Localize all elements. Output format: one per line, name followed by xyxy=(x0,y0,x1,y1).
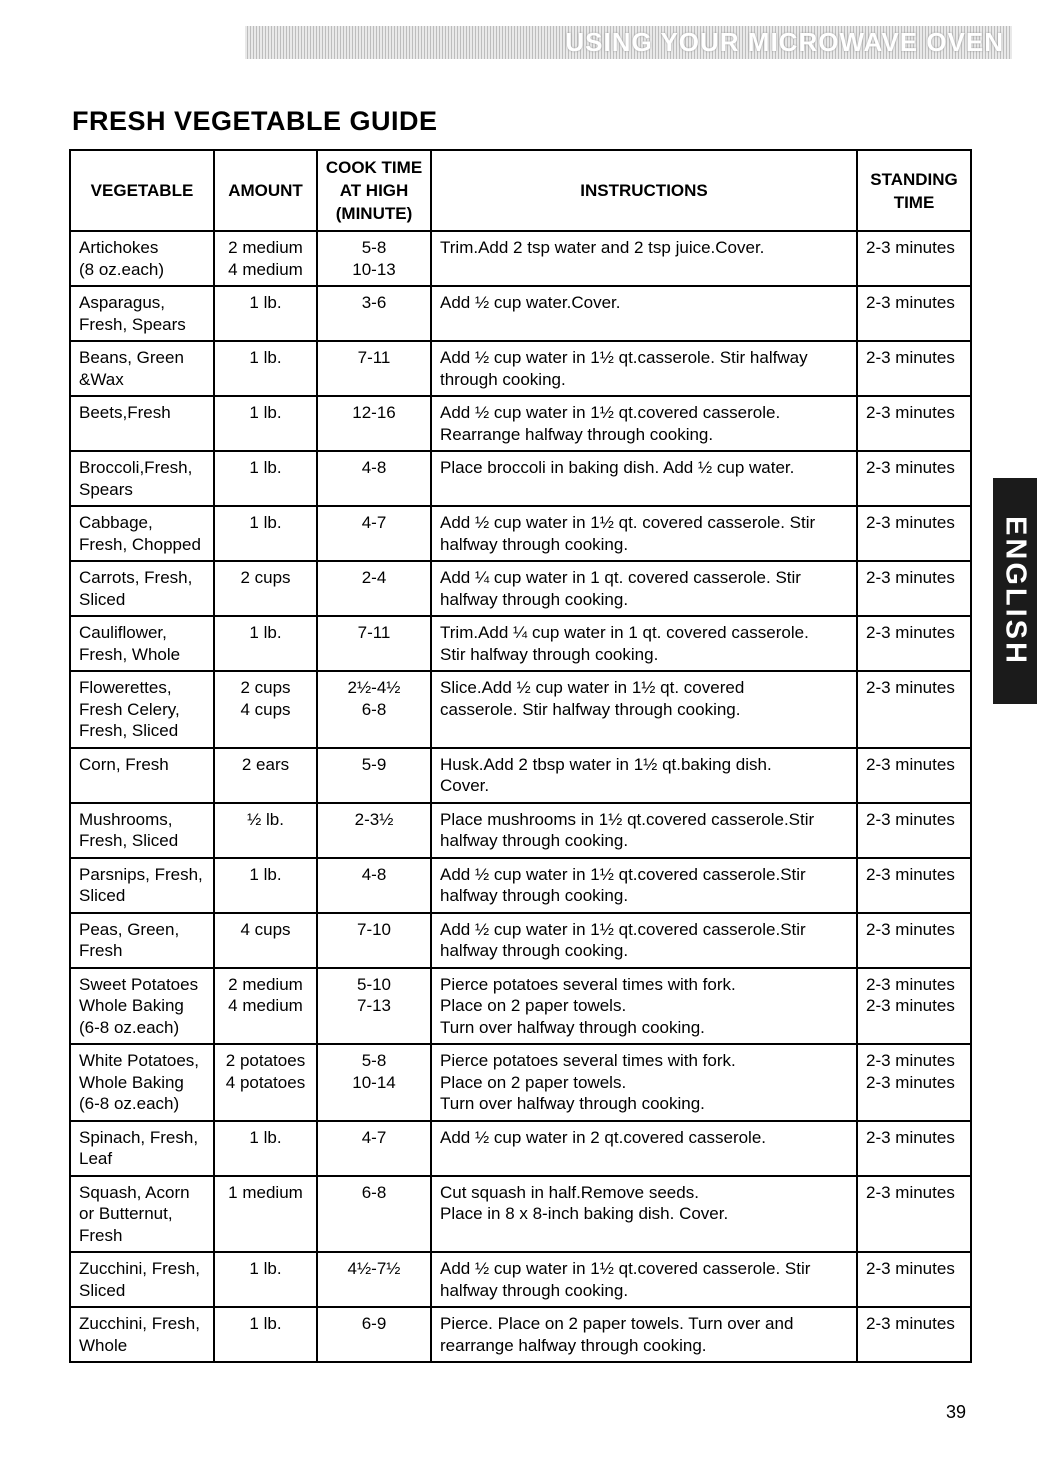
table-row xyxy=(70,451,971,506)
cell-cook-time xyxy=(317,803,431,858)
cell-amount xyxy=(214,671,317,748)
cell-cook-time xyxy=(317,671,431,748)
cell-cook-time-line: 10-13 xyxy=(352,259,396,279)
cell-cook-time-line: 3-6 xyxy=(361,293,387,312)
cell-standing-time-line: 2-3 minutes xyxy=(866,1051,955,1070)
cell-instructions-line: halfway through cooking. xyxy=(440,589,629,609)
cell-standing-time xyxy=(857,396,971,451)
cell-instructions-line: Add ¼ cup water in 1 qt. covered casserole. Stir xyxy=(440,568,801,587)
cell-vegetable-line: Fresh, Sliced xyxy=(79,831,179,850)
cell-instructions-line: halfway through cooking. xyxy=(440,831,629,850)
cell-vegetable-line: Zucchini, Fresh, xyxy=(79,1314,200,1333)
table-row xyxy=(70,858,971,913)
cell-cook-time xyxy=(317,968,431,1045)
cell-instructions xyxy=(431,1176,857,1253)
cell-instructions-line: Add ½ cup water in 1½ qt.covered casserole. xyxy=(440,403,781,422)
cell-vegetable-line: White Potatoes, xyxy=(79,1051,200,1070)
cell-amount xyxy=(214,1121,317,1176)
cell-instructions-line: Pierce potatoes several times with fork. xyxy=(440,974,736,994)
cell-vegetable-line: Zucchini, Fresh, xyxy=(79,1259,200,1278)
cell-amount-line: 4 medium xyxy=(228,996,303,1015)
table-row xyxy=(70,1044,971,1121)
cell-cook-time xyxy=(317,913,431,968)
cell-vegetable-line: Sliced xyxy=(79,589,126,609)
cell-instructions-line: Stir halfway through cooking. xyxy=(440,644,659,664)
cell-cook-time-line: 5-8 xyxy=(361,238,387,257)
section-banner xyxy=(245,26,1012,59)
cell-cook-time-line: 2-3½ xyxy=(354,809,394,829)
cell-cook-time xyxy=(317,616,431,671)
cell-cook-time xyxy=(317,451,431,506)
cell-vegetable xyxy=(70,671,214,748)
table-body xyxy=(70,231,971,1362)
table-row xyxy=(70,913,971,968)
cell-amount-line: 2 potatoes xyxy=(225,1051,306,1070)
cell-amount xyxy=(214,1252,317,1307)
cell-standing-time-line: 2-3 minutes xyxy=(866,623,955,642)
cell-amount-line: 1 lb. xyxy=(249,1127,282,1147)
cell-instructions xyxy=(431,913,857,968)
cell-instructions-line: Trim.Add ¼ cup water in 1 qt. covered casserole. xyxy=(440,623,809,642)
cell-instructions-line: Pierce potatoes several times with fork. xyxy=(440,1051,736,1070)
table-row xyxy=(70,561,971,616)
cell-instructions xyxy=(431,803,857,858)
header-standing-line: TIME xyxy=(893,192,935,212)
cell-standing-time xyxy=(857,671,971,748)
cell-amount xyxy=(214,341,317,396)
cell-instructions-line: Add ½ cup water in 1½ qt.covered casserole.Stir xyxy=(440,919,806,939)
table-row xyxy=(70,803,971,858)
header-standing-time xyxy=(857,150,971,231)
cell-instructions-line: Place on 2 paper towels. xyxy=(440,1072,627,1092)
cell-cook-time-line: 4-7 xyxy=(361,1127,387,1147)
cell-amount-line: 4 potatoes xyxy=(225,1072,306,1092)
cell-amount-line: 1 lb. xyxy=(249,864,282,884)
cell-instructions xyxy=(431,968,857,1045)
cell-amount-line: 2 ears xyxy=(241,754,290,774)
cell-vegetable xyxy=(70,858,214,913)
cell-instructions-line: Add ½ cup water in 1½ qt.casserole. Stir halfway xyxy=(440,348,808,367)
cell-cook-time xyxy=(317,341,431,396)
cell-instructions xyxy=(431,1252,857,1307)
cell-instructions-line: halfway through cooking. xyxy=(440,941,629,960)
language-tab xyxy=(993,478,1037,704)
cell-vegetable-line: Parsnips, Fresh, xyxy=(79,864,203,884)
cell-vegetable-line: Cauliflower, xyxy=(79,623,167,642)
cell-amount-line: 4 cups xyxy=(240,919,291,939)
cell-cook-time-line: 6-9 xyxy=(361,1314,387,1333)
cell-amount xyxy=(214,561,317,616)
cell-standing-time xyxy=(857,1176,971,1253)
cell-cook-time-line: 7-11 xyxy=(357,348,391,367)
cell-vegetable-line: Asparagus, xyxy=(79,293,165,312)
cell-cook-time xyxy=(317,506,431,561)
cell-standing-time-line: 2-3 minutes xyxy=(866,754,955,774)
cell-vegetable xyxy=(70,1252,214,1307)
cell-vegetable xyxy=(70,396,214,451)
cell-standing-time xyxy=(857,913,971,968)
cell-amount-line: ½ lb. xyxy=(247,809,284,829)
cell-vegetable xyxy=(70,1044,214,1121)
cell-standing-time-line: 2-3 minutes xyxy=(866,238,955,257)
cell-cook-time xyxy=(317,858,431,913)
language-tab-label: ENGLISH xyxy=(999,516,1032,666)
cell-cook-time xyxy=(317,1252,431,1307)
cell-amount-line: 2 cups xyxy=(240,568,291,587)
cell-instructions-line: Add ½ cup water in 1½ qt.covered casserole.Stir xyxy=(440,864,806,884)
cell-instructions xyxy=(431,561,857,616)
cell-vegetable xyxy=(70,1307,214,1362)
cell-instructions-line: Turn over halfway through cooking. xyxy=(440,1094,705,1113)
cell-amount xyxy=(214,913,317,968)
table-row xyxy=(70,396,971,451)
cell-instructions-line: Add ½ cup water.Cover. xyxy=(440,293,621,312)
cell-vegetable xyxy=(70,286,214,341)
cell-instructions-line: Rearrange halfway through cooking. xyxy=(440,424,714,444)
table-row xyxy=(70,286,971,341)
cell-instructions-line: Cover. xyxy=(440,776,490,795)
cell-cook-time-line: 7-13 xyxy=(356,996,392,1015)
cell-cook-time-line: 6-8 xyxy=(361,699,387,719)
cell-standing-time-line: 2-3 minutes xyxy=(866,974,955,994)
cell-standing-time-line: 2-3 minutes xyxy=(866,1182,955,1202)
table-row xyxy=(70,231,971,286)
cell-instructions-line: Place broccoli in baking dish. Add ½ cup water. xyxy=(440,458,795,477)
cell-standing-time xyxy=(857,1307,971,1362)
cell-cook-time-line: 4½-7½ xyxy=(347,1259,401,1278)
cell-standing-time-line: 2-3 minutes xyxy=(866,348,955,367)
cell-amount xyxy=(214,616,317,671)
cell-vegetable xyxy=(70,803,214,858)
cell-standing-time-line: 2-3 minutes xyxy=(866,568,955,587)
header-row xyxy=(70,150,971,231)
cell-vegetable-line: Beans, Green xyxy=(79,348,184,367)
cell-vegetable xyxy=(70,341,214,396)
cell-amount xyxy=(214,451,317,506)
cell-standing-time xyxy=(857,968,971,1045)
cell-instructions-line: halfway through cooking. xyxy=(440,534,629,554)
cell-cook-time xyxy=(317,1176,431,1253)
cell-standing-time-line: 2-3 minutes xyxy=(866,293,955,312)
cell-vegetable xyxy=(70,451,214,506)
table-row xyxy=(70,616,971,671)
cell-amount-line: 4 cups xyxy=(240,699,291,719)
cell-instructions xyxy=(431,286,857,341)
cell-standing-time xyxy=(857,286,971,341)
cell-amount xyxy=(214,1044,317,1121)
page-title: FRESH VEGETABLE GUIDE xyxy=(72,106,438,136)
header-instructions: INSTRUCTIONS xyxy=(431,150,857,231)
cell-instructions-line: through cooking. xyxy=(440,369,566,389)
cell-amount xyxy=(214,396,317,451)
cell-vegetable-line: Sliced xyxy=(79,1280,126,1300)
cell-amount-line: 1 lb. xyxy=(249,1314,282,1333)
cell-cook-time xyxy=(317,1121,431,1176)
cell-instructions-line: Turn over halfway through cooking. xyxy=(440,1017,705,1037)
header-standing-line: STANDING xyxy=(870,169,958,189)
cell-amount xyxy=(214,286,317,341)
cell-cook-time xyxy=(317,748,431,803)
cell-vegetable-line: (6-8 oz.each) xyxy=(79,1017,180,1037)
header-amount: AMOUNT xyxy=(214,150,317,231)
cell-cook-time-line: 6-8 xyxy=(361,1182,387,1202)
cell-instructions-line: Place mushrooms in 1½ qt.covered casserole.Stir xyxy=(440,809,815,829)
cell-cook-time-line: 2½-4½ xyxy=(347,678,401,697)
cell-instructions xyxy=(431,1044,857,1121)
cell-cook-time-line: 4-7 xyxy=(361,513,387,532)
cell-standing-time xyxy=(857,858,971,913)
cell-amount-line: 1 lb. xyxy=(249,513,282,532)
cell-amount xyxy=(214,506,317,561)
cell-vegetable-line: Cabbage, xyxy=(79,513,153,532)
cell-standing-time-line: 2-3 minutes xyxy=(866,1314,955,1333)
cell-amount-line: 1 lb. xyxy=(249,293,282,312)
cell-cook-time xyxy=(317,1307,431,1362)
table-row xyxy=(70,506,971,561)
cell-instructions-line: Husk.Add 2 tbsp water in 1½ qt.baking dish. xyxy=(440,754,772,774)
header-cook-time xyxy=(317,150,431,231)
cell-vegetable xyxy=(70,561,214,616)
cell-amount xyxy=(214,858,317,913)
cell-standing-time xyxy=(857,1044,971,1121)
cell-instructions xyxy=(431,616,857,671)
cell-amount-line: 1 lb. xyxy=(249,348,282,367)
cell-vegetable-line: (6-8 oz.each) xyxy=(79,1094,180,1113)
cell-vegetable-line: Broccoli,Fresh, xyxy=(79,458,193,477)
cell-vegetable-line: Fresh, Whole xyxy=(79,644,181,664)
banner-title: USING YOUR MICROWAVE OVEN xyxy=(565,27,1004,57)
cell-vegetable-line: Fresh xyxy=(79,941,123,960)
cell-instructions-line: Place in 8 x 8-inch baking dish. Cover. xyxy=(440,1204,729,1223)
cell-vegetable-line: Sliced xyxy=(79,886,126,905)
cell-standing-time-line: 2-3 minutes xyxy=(866,1072,955,1092)
cell-vegetable-line: Fresh xyxy=(79,1225,123,1245)
cell-cook-time-line: 4-8 xyxy=(361,864,387,884)
cell-vegetable-line: Fresh Celery, xyxy=(79,699,180,719)
cell-standing-time-line: 2-3 minutes xyxy=(866,1259,955,1278)
cell-cook-time-line: 10-14 xyxy=(352,1072,396,1092)
cell-instructions xyxy=(431,858,857,913)
cell-instructions-line: Place on 2 paper towels. xyxy=(440,996,627,1015)
cell-amount-line: 1 lb. xyxy=(249,458,282,477)
cell-vegetable-line: Whole xyxy=(79,1335,128,1355)
cell-standing-time-line: 2-3 minutes xyxy=(866,513,955,532)
cell-vegetable-line: Spears xyxy=(79,479,133,499)
cell-cook-time xyxy=(317,561,431,616)
cell-amount-line: 1 medium xyxy=(228,1182,303,1202)
cell-instructions xyxy=(431,396,857,451)
cell-vegetable-line: Peas, Green, xyxy=(79,919,180,939)
cell-amount-line: 2 medium xyxy=(228,238,303,257)
cell-amount-line: 1 lb. xyxy=(249,403,282,422)
cell-vegetable xyxy=(70,506,214,561)
cell-instructions xyxy=(431,1121,857,1176)
cell-standing-time xyxy=(857,561,971,616)
table-row xyxy=(70,341,971,396)
cell-vegetable-line: Fresh, Sliced xyxy=(79,721,179,740)
cell-vegetable-line: Sweet Potatoes xyxy=(79,974,199,994)
cell-standing-time xyxy=(857,1252,971,1307)
cell-vegetable-line: Fresh, Spears xyxy=(79,314,186,334)
cell-cook-time-line: 7-10 xyxy=(356,919,392,939)
cell-cook-time xyxy=(317,1044,431,1121)
cell-standing-time-line: 2-3 minutes xyxy=(866,919,955,939)
cell-amount-line: 1 lb. xyxy=(249,1259,282,1278)
cell-vegetable-line: Artichokes xyxy=(79,238,159,257)
cell-vegetable-line: Fresh, Chopped xyxy=(79,534,201,554)
cell-vegetable-line: Spinach, Fresh, xyxy=(79,1127,199,1147)
table-row xyxy=(70,1176,971,1253)
cell-vegetable xyxy=(70,231,214,286)
cell-standing-time xyxy=(857,616,971,671)
cell-standing-time xyxy=(857,341,971,396)
cell-amount xyxy=(214,231,317,286)
cell-cook-time-line: 5-8 xyxy=(361,1051,387,1070)
cell-standing-time-line: 2-3 minutes xyxy=(866,996,955,1015)
cell-instructions-line: Add ½ cup water in 2 qt.covered casserole. xyxy=(440,1127,767,1147)
cell-amount-line: 2 medium xyxy=(228,974,303,994)
header-cook-time-line: (MINUTE) xyxy=(335,204,413,223)
table-row xyxy=(70,1121,971,1176)
cell-amount xyxy=(214,1307,317,1362)
cell-amount-line: 4 medium xyxy=(228,259,303,279)
cell-cook-time xyxy=(317,396,431,451)
cell-vegetable-line: Whole Baking xyxy=(79,996,184,1015)
cell-cook-time-line: 4-8 xyxy=(361,458,387,477)
cell-instructions-line: halfway through cooking. xyxy=(440,886,629,905)
cell-vegetable xyxy=(70,616,214,671)
cell-instructions xyxy=(431,1307,857,1362)
table-row xyxy=(70,671,971,748)
cell-instructions xyxy=(431,671,857,748)
cell-standing-time-line: 2-3 minutes xyxy=(866,403,955,422)
cell-vegetable-line: Corn, Fresh xyxy=(79,754,169,774)
cell-standing-time xyxy=(857,1121,971,1176)
cell-standing-time-line: 2-3 minutes xyxy=(866,458,955,477)
vegetable-guide-table xyxy=(69,149,972,1363)
cell-instructions-line: Add ½ cup water in 1½ qt.covered casserole. Stir xyxy=(440,1259,811,1278)
cell-standing-time xyxy=(857,506,971,561)
cell-cook-time-line: 5-10 xyxy=(356,974,392,994)
cell-amount xyxy=(214,1176,317,1253)
table-row xyxy=(70,968,971,1045)
cell-vegetable xyxy=(70,1176,214,1253)
table-row xyxy=(70,1252,971,1307)
cell-vegetable xyxy=(70,913,214,968)
cell-instructions-line: halfway through cooking. xyxy=(440,1280,629,1300)
cell-vegetable-line: Mushrooms, xyxy=(79,809,173,829)
table-row xyxy=(70,1307,971,1362)
cell-amount xyxy=(214,748,317,803)
cell-cook-time-line: 12-16 xyxy=(352,403,396,422)
cell-instructions-line: Slice.Add ½ cup water in 1½ qt. covered xyxy=(440,678,745,697)
cell-amount-line: 1 lb. xyxy=(249,623,282,642)
cell-instructions xyxy=(431,506,857,561)
cell-standing-time-line: 2-3 minutes xyxy=(866,1127,955,1147)
cell-standing-time xyxy=(857,231,971,286)
page-number: 39 xyxy=(946,1402,967,1422)
cell-amount xyxy=(214,968,317,1045)
table-row xyxy=(70,748,971,803)
cell-instructions xyxy=(431,231,857,286)
cell-vegetable-line: Leaf xyxy=(79,1149,113,1168)
cell-standing-time-line: 2-3 minutes xyxy=(866,864,955,884)
cell-cook-time xyxy=(317,286,431,341)
cell-instructions-line: Cut squash in half.Remove seeds. xyxy=(440,1182,699,1202)
cell-instructions-line: Pierce. Place on 2 paper towels. Turn over and xyxy=(440,1314,794,1333)
cell-instructions xyxy=(431,748,857,803)
header-cook-time-line: COOK TIME xyxy=(325,158,423,177)
cell-standing-time-line: 2-3 minutes xyxy=(866,678,955,697)
cell-vegetable-line: Flowerettes, xyxy=(79,678,172,697)
cell-cook-time-line: 2-4 xyxy=(361,568,387,587)
cell-amount xyxy=(214,803,317,858)
cell-standing-time xyxy=(857,803,971,858)
cell-instructions xyxy=(431,451,857,506)
cell-vegetable xyxy=(70,968,214,1045)
cell-vegetable-line: &Wax xyxy=(79,369,124,389)
cell-instructions-line: Trim.Add 2 tsp water and 2 tsp juice.Cover. xyxy=(440,238,765,257)
cell-standing-time xyxy=(857,451,971,506)
cell-vegetable-line: Carrots, Fresh, xyxy=(79,568,193,587)
cell-instructions xyxy=(431,341,857,396)
cell-cook-time xyxy=(317,231,431,286)
cell-cook-time-line: 7-11 xyxy=(357,623,391,642)
cell-instructions-line: rearrange halfway through cooking. xyxy=(440,1335,707,1355)
header-vegetable: VEGETABLE xyxy=(70,150,214,231)
cell-instructions-line: casserole. Stir halfway through cooking. xyxy=(440,699,741,719)
cell-vegetable xyxy=(70,1121,214,1176)
cell-vegetable-line: (8 oz.each) xyxy=(79,259,165,279)
cell-vegetable-line: or Butternut, xyxy=(79,1204,173,1223)
cell-standing-time xyxy=(857,748,971,803)
cell-amount-line: 2 cups xyxy=(240,678,291,697)
cell-standing-time-line: 2-3 minutes xyxy=(866,809,955,829)
cell-cook-time-line: 5-9 xyxy=(361,754,387,774)
header-cook-time-line: AT HIGH xyxy=(339,181,409,200)
cell-vegetable xyxy=(70,748,214,803)
cell-vegetable-line: Whole Baking xyxy=(79,1072,184,1092)
cell-instructions-line: Add ½ cup water in 1½ qt. covered casserole. Stir xyxy=(440,513,816,532)
cell-vegetable-line: Squash, Acorn xyxy=(79,1182,190,1202)
cell-vegetable-line: Beets,Fresh xyxy=(79,403,171,422)
